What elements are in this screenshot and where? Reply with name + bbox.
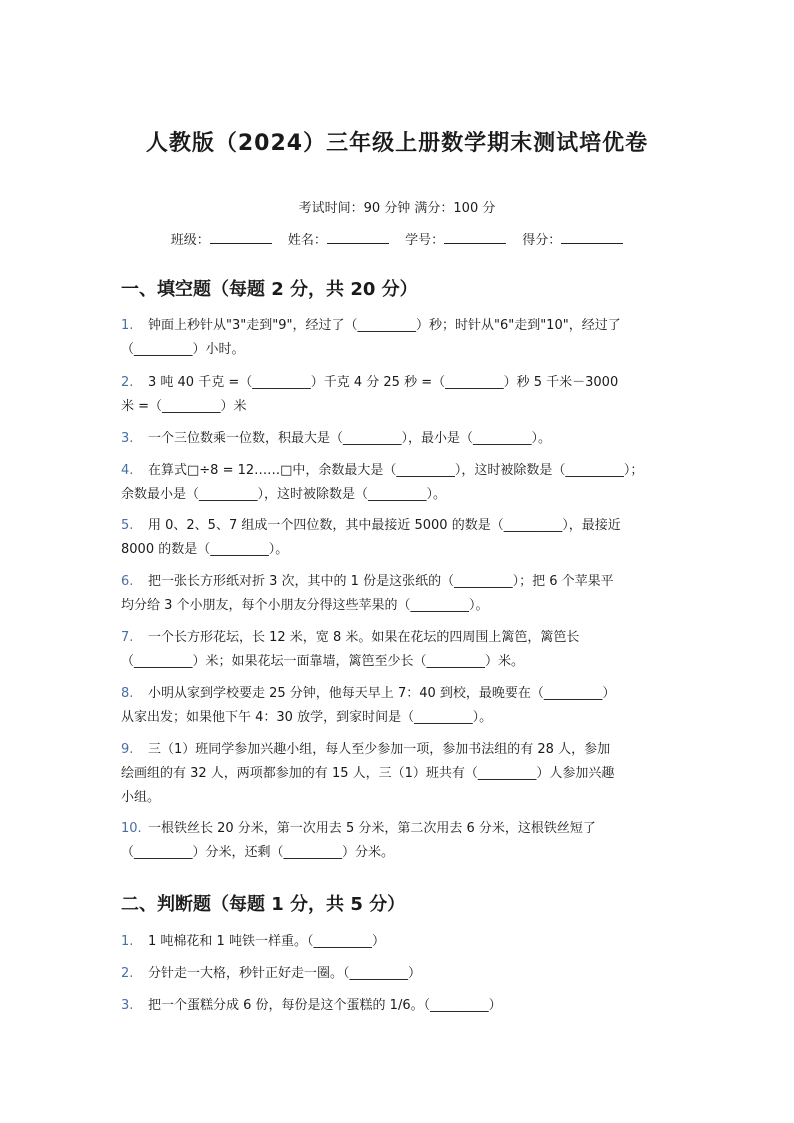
question-text: 3 吨 40 千克 =（_________）千克 4 分 25 秒 =（_________）秒 5 千米－3000 xyxy=(148,375,619,390)
question-text-continued: （_________）小时。 xyxy=(121,342,245,357)
section-heading-fill-in: 一、填空题（每题 2 分，共 20 分） xyxy=(121,279,418,300)
question-text-continued: 余数最小是（_________），这时被除数是（_________）。 xyxy=(121,487,447,502)
question-number: 9. xyxy=(121,742,134,757)
question-item xyxy=(121,514,677,562)
question-item xyxy=(121,817,677,865)
class-label: 班级： xyxy=(170,233,210,248)
question-item xyxy=(121,738,677,810)
question-item xyxy=(121,570,677,618)
question-text-continued: 小组。 xyxy=(121,790,161,805)
question-text-continued: （_________）分米，还剩（_________）分米。 xyxy=(121,845,395,860)
question-text: 一个三位数乘一位数，积最大是（_________），最小是（_________）。 xyxy=(148,431,552,446)
question-number: 5. xyxy=(121,518,134,533)
question-item xyxy=(121,427,677,451)
question-text-continued: 从家出发；如果他下午 4：30 放学，到家时间是（_________）。 xyxy=(121,710,493,725)
question-item xyxy=(121,930,677,954)
question-item xyxy=(121,994,677,1018)
question-text: 小明从家到学校要走 25 分钟，他每天早上 7：40 到校，最晚要在（_________） xyxy=(148,686,616,701)
question-text-continued: 米 =（_________）米 xyxy=(121,399,247,414)
question-text-continued: 均分给 3 个小朋友，每个小朋友分得这些苹果的（_________）。 xyxy=(121,598,489,613)
question-item xyxy=(121,962,677,986)
class-blank[interactable] xyxy=(210,231,272,244)
question-text: 把一个蛋糕分成 6 份，每份是这个蛋糕的 1/6。（_________） xyxy=(148,998,502,1013)
section-heading-true-false: 二、判断题（每题 1 分，共 5 分） xyxy=(121,894,406,915)
question-text: 在算式□÷8 = 12……□中，余数最大是（_________），这时被除数是（_________）； xyxy=(148,463,644,478)
question-text: 三（1）班同学参加兴趣小组，每人至少参加一项，参加书法组的有 28 人，参加 xyxy=(148,742,611,757)
question-number: 2. xyxy=(121,375,134,390)
name-blank[interactable] xyxy=(327,231,389,244)
student-id-label: 学号： xyxy=(405,233,445,248)
page-title: 人教版（2024）三年级上册数学期末测试培优卷 xyxy=(145,131,649,156)
question-text: 用 0、2、5、7 组成一个四位数，其中最接近 5000 的数是（_________），最接近 xyxy=(148,518,621,533)
question-item xyxy=(121,626,677,674)
question-number: 2. xyxy=(121,966,134,981)
student-info-row xyxy=(0,229,794,248)
question-text: 分针走一大格，秒针正好走一圈。（_________） xyxy=(148,966,422,981)
exam-info: 考试时间：90 分钟 满分：100 分 xyxy=(298,201,496,216)
question-text: 把一张长方形纸对折 3 次，其中的 1 份是这张纸的（_________）；把 6 个苹果平 xyxy=(148,574,614,589)
question-text-continued: （_________）米；如果花坛一面靠墙，篱笆至少长（_________）米。 xyxy=(121,654,525,669)
student-id-blank[interactable] xyxy=(444,231,506,244)
score-blank[interactable] xyxy=(561,231,623,244)
question-text-continued: 绘画组的有 32 人，两项都参加的有 15 人，三（1）班共有（_________）人参加兴趣 xyxy=(121,766,615,781)
question-number: 4. xyxy=(121,463,134,478)
name-label: 姓名： xyxy=(287,233,327,248)
question-number: 10. xyxy=(121,821,142,836)
question-text: 钟面上秒针从"3"走到"9"，经过了（_________）秒；时针从"6"走到"10"，经过了 xyxy=(148,318,621,333)
question-number: 8. xyxy=(121,686,134,701)
question-item xyxy=(121,371,677,419)
question-number: 3. xyxy=(121,998,134,1013)
question-item xyxy=(121,314,677,362)
question-number: 1. xyxy=(121,318,134,333)
question-text-continued: 8000 的数是（_________）。 xyxy=(121,542,289,557)
question-number: 6. xyxy=(121,574,134,589)
question-item xyxy=(121,459,677,507)
question-text: 一根铁丝长 20 分米，第一次用去 5 分米，第二次用去 6 分米，这根铁丝短了 xyxy=(148,821,596,836)
question-number: 1. xyxy=(121,934,134,949)
question-text: 1 吨棉花和 1 吨铁一样重。（_________） xyxy=(148,934,385,949)
question-number: 3. xyxy=(121,431,134,446)
question-number: 7. xyxy=(121,630,134,645)
score-label: 得分： xyxy=(522,233,562,248)
question-item xyxy=(121,682,677,730)
question-text: 一个长方形花坛，长 12 米，宽 8 米。如果在花坛的四周围上篱笆，篱笆长 xyxy=(148,630,580,645)
